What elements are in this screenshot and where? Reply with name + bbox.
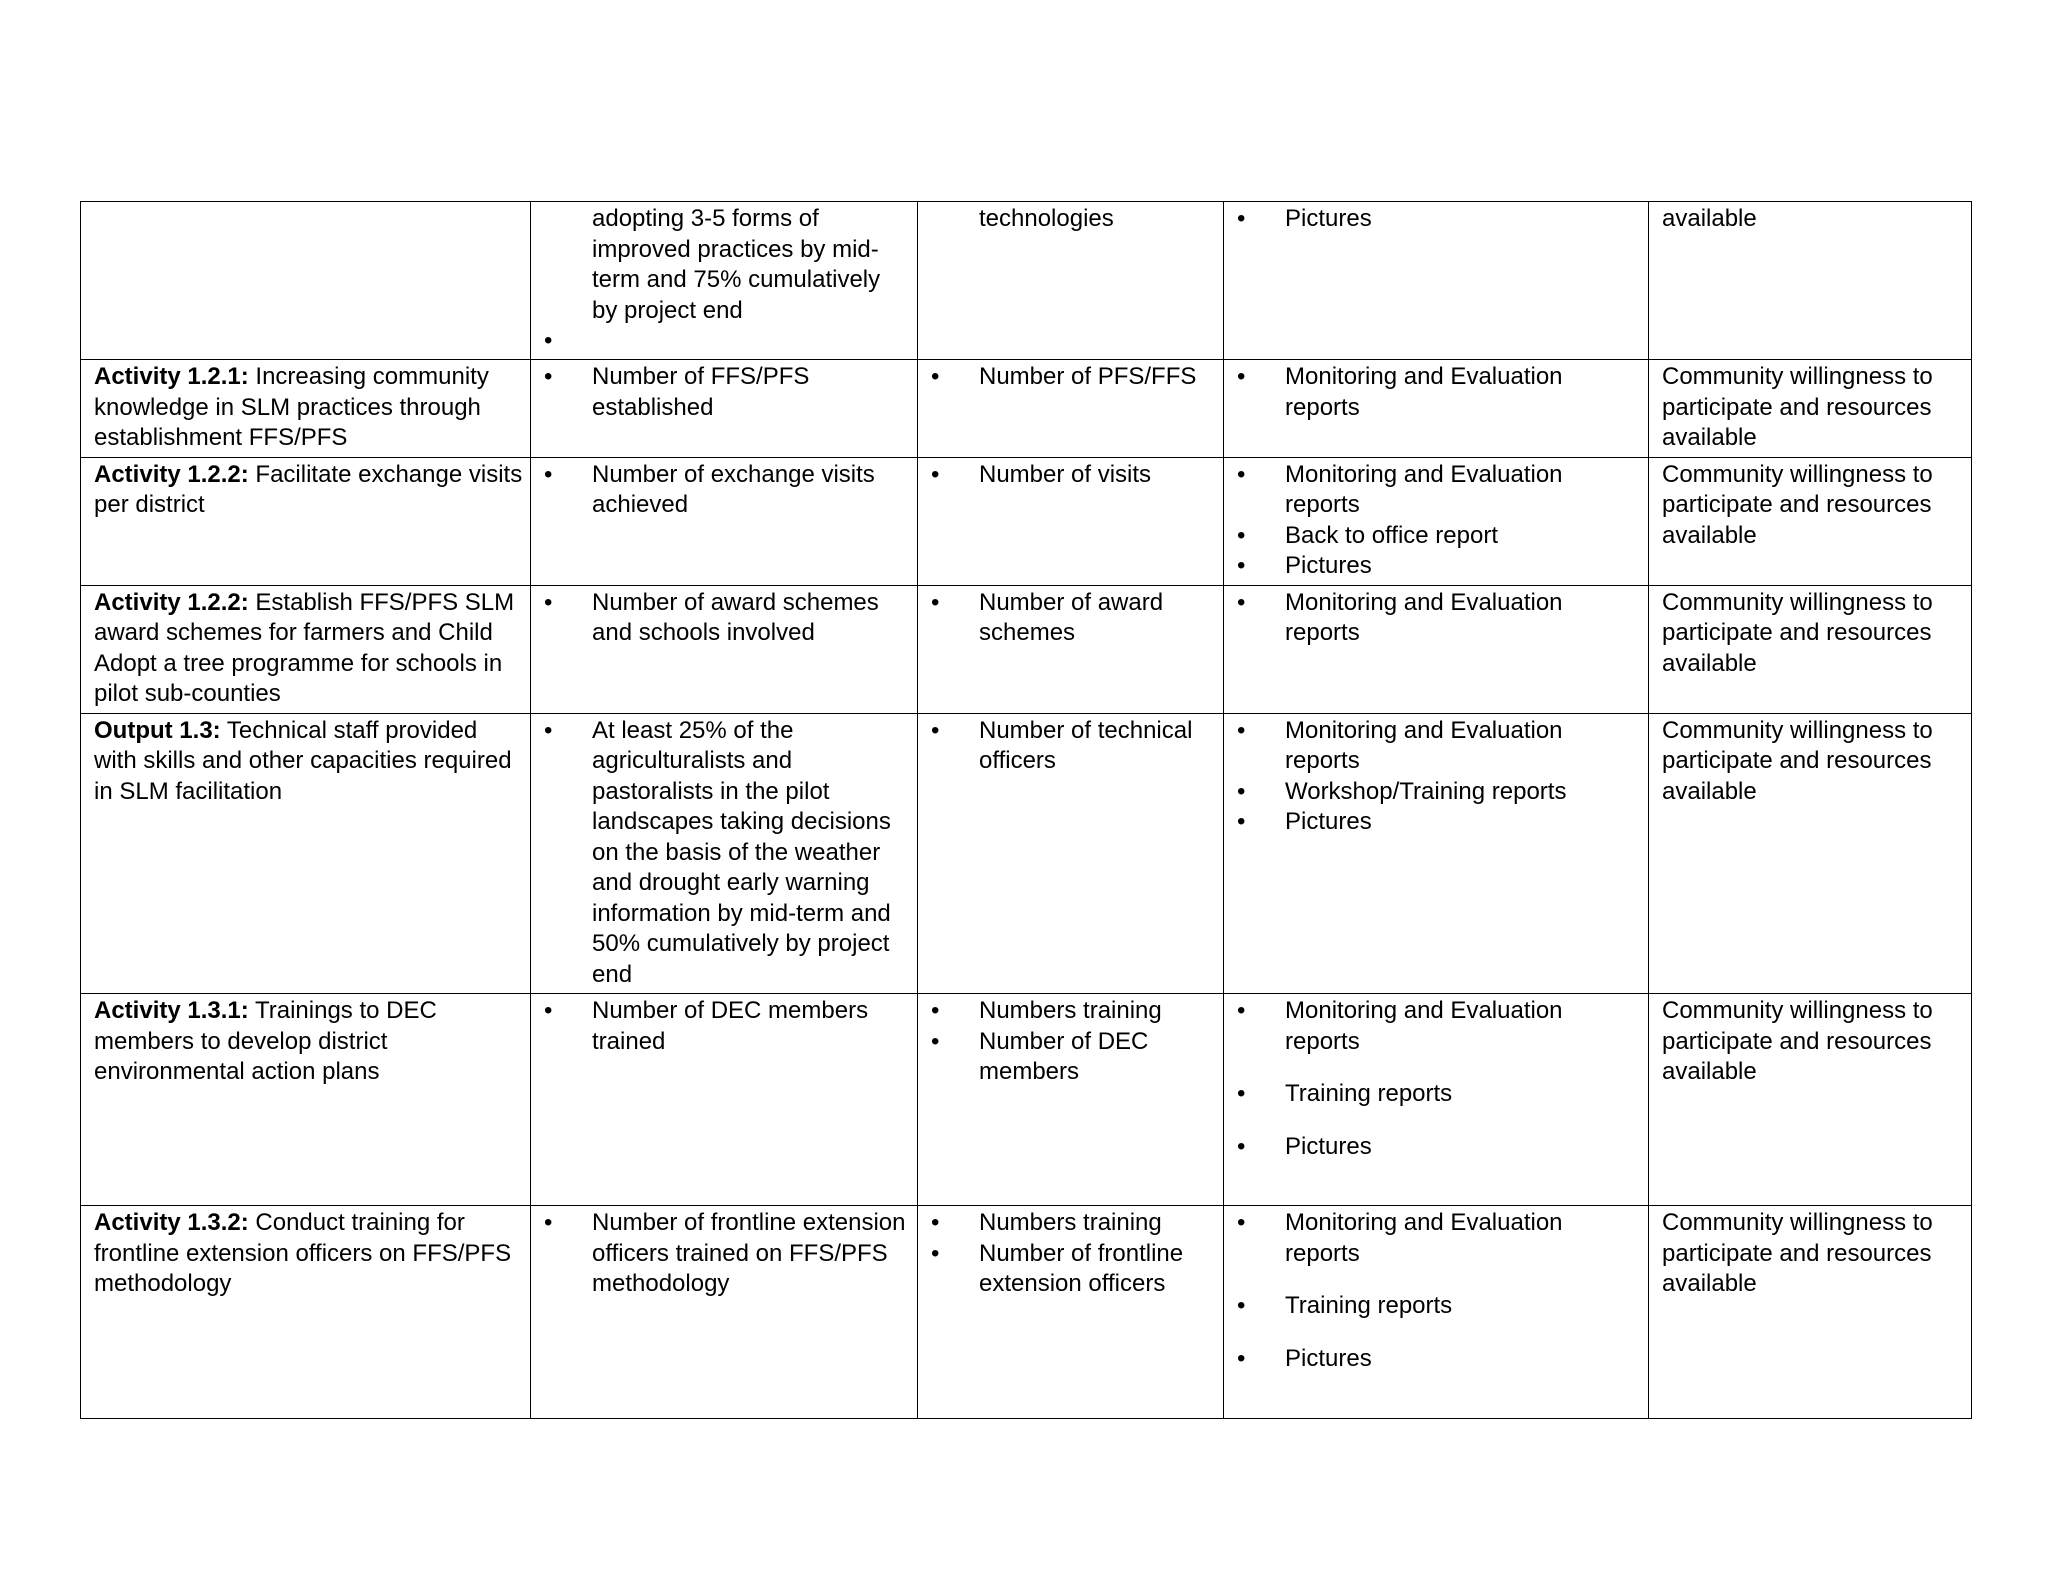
table-row	[81, 994, 1972, 1206]
list-item: • Pictures	[1237, 204, 1643, 235]
table-row	[81, 713, 1972, 994]
description-cell	[81, 457, 531, 585]
verification-cell	[918, 457, 1224, 585]
item-description: Technical staff provided with skills and other capacities required in SLM facilitation	[94, 716, 512, 805]
bullet-list	[1237, 362, 1643, 423]
description-cell	[81, 1206, 531, 1419]
bullet-list	[931, 460, 1218, 491]
indicator-cell	[531, 994, 918, 1206]
verification-cell	[918, 360, 1224, 458]
description-cell	[81, 202, 531, 360]
source-cell	[1224, 202, 1649, 360]
list-item	[544, 326, 912, 356]
bullet-list	[931, 588, 1218, 649]
assumption-cell: Community willingness to participate and resources available	[1649, 713, 1972, 994]
list-item: • Number of award schemes and schools involved	[544, 588, 912, 649]
description-cell	[81, 360, 531, 458]
list-item: • Number of visits	[931, 460, 1218, 491]
logframe-table	[80, 201, 1972, 1419]
bullet-list	[544, 326, 912, 356]
item-id-label: Activity 1.3.1:	[94, 997, 249, 1024]
item-id-label: Activity 1.2.1:	[94, 363, 249, 390]
table-row	[81, 360, 1972, 458]
list-item: • Monitoring and Evaluation reports	[1237, 460, 1643, 521]
list-item: • Pictures	[1237, 1132, 1643, 1163]
list-item: • Pictures	[1237, 1344, 1643, 1375]
verification-cell	[918, 1206, 1224, 1419]
table-row	[81, 202, 1972, 360]
bullet-list	[544, 716, 912, 991]
continued-text: technologies	[979, 205, 1114, 232]
indicator-cell	[531, 457, 918, 585]
bullet-list	[1237, 588, 1643, 649]
source-cell	[1224, 360, 1649, 458]
source-cell	[1224, 585, 1649, 713]
verification-cell	[918, 994, 1224, 1206]
item-id-label: Activity 1.2.2:	[94, 460, 249, 488]
description-cell	[81, 994, 531, 1206]
list-item: • Number of DEC members trained	[544, 996, 912, 1057]
list-item: • Number of award schemes	[931, 588, 1218, 649]
item-description: Establish FFS/PFS SLM award schemes for farmers and Child Adopt a tree programme for schools in pilot sub-counties	[94, 588, 515, 707]
table-row	[81, 457, 1972, 585]
table-row	[81, 585, 1972, 713]
verification-cell	[918, 202, 1224, 360]
list-item: • At least 25% of the agriculturalists and pastoralists in the pilot landscapes taking decisions on the basis of the weather and drought early warning information by mid-term and 50% cumulatively by project end	[544, 716, 912, 991]
bullet-list	[544, 460, 912, 521]
list-item: • Numbers training	[931, 996, 1218, 1027]
description-cell	[81, 585, 531, 713]
bullet-list	[931, 996, 1218, 1088]
continued-text: adopting 3-5 forms of improved practices by mid-term and 75% cumulatively by project end	[592, 205, 881, 324]
bullet-list	[544, 588, 912, 649]
indicator-cell	[531, 713, 918, 994]
bullet-list	[1237, 1208, 1643, 1374]
list-item: • Number of PFS/FFS	[931, 362, 1218, 393]
list-item: • Number of technical officers	[931, 716, 1218, 777]
indicator-cell	[531, 585, 918, 713]
indicator-cell	[531, 1206, 918, 1419]
source-cell	[1224, 1206, 1649, 1419]
indicator-cell	[531, 202, 918, 360]
item-id-label: Activity 1.3.2:	[94, 1209, 249, 1236]
item-id-label: Activity 1.2.2:	[94, 588, 249, 616]
list-item: • Training reports	[1237, 1291, 1643, 1322]
bullet-list	[1237, 716, 1643, 838]
list-item: • Monitoring and Evaluation reports	[1237, 362, 1643, 423]
list-item: • Workshop/Training reports	[1237, 777, 1643, 808]
list-item: • Number of frontline extension officers trained on FFS/PFS methodology	[544, 1208, 912, 1300]
list-item: • Pictures	[1237, 807, 1643, 838]
bullet-list	[1237, 204, 1643, 235]
list-item: • Numbers training	[931, 1208, 1218, 1239]
assumption-cell: available	[1649, 202, 1972, 360]
list-item: • Number of frontline extension officers	[931, 1239, 1218, 1300]
verification-cell	[918, 585, 1224, 713]
assumption-cell: Community willingness to participate and resources available	[1649, 457, 1972, 585]
list-item: • Number of exchange visits achieved	[544, 460, 912, 521]
item-description: Facilitate exchange visits per district	[94, 460, 523, 518]
bullet-list	[544, 362, 912, 423]
bullet-list	[1237, 460, 1643, 582]
assumption-cell: Community willingness to participate and resources available	[1649, 360, 1972, 458]
list-item: • Training reports	[1237, 1079, 1643, 1110]
source-cell	[1224, 457, 1649, 585]
logframe-body	[81, 202, 1972, 1419]
bullet-list	[931, 716, 1218, 777]
source-cell	[1224, 994, 1649, 1206]
source-cell	[1224, 713, 1649, 994]
assumption-cell: Community willingness to participate and resources available	[1649, 1206, 1972, 1419]
bullet-list	[544, 996, 912, 1057]
assumption-cell: Community willingness to participate and resources available	[1649, 994, 1972, 1206]
assumption-cell: Community willingness to participate and resources available	[1649, 585, 1972, 713]
item-description: Conduct training for frontline extension officers on FFS/PFS methodology	[94, 1209, 512, 1297]
bullet-list	[544, 1208, 912, 1300]
verification-cell	[918, 713, 1224, 994]
item-id-label: Output 1.3:	[94, 716, 221, 744]
list-item: • Number of DEC members	[931, 1027, 1218, 1088]
description-cell	[81, 713, 531, 994]
list-item: • Number of FFS/PFS established	[544, 362, 912, 423]
list-item: • Monitoring and Evaluation reports	[1237, 1208, 1643, 1269]
item-description: Trainings to DEC members to develop district environmental action plans	[94, 997, 437, 1085]
list-item: • Monitoring and Evaluation reports	[1237, 716, 1643, 777]
indicator-cell	[531, 360, 918, 458]
item-description: Increasing community knowledge in SLM practices through establishment FFS/PFS	[94, 363, 489, 451]
list-item: • Pictures	[1237, 551, 1643, 582]
table-row	[81, 1206, 1972, 1419]
bullet-list	[931, 1208, 1218, 1300]
list-item: • Back to office report	[1237, 521, 1643, 552]
bullet-list	[931, 362, 1218, 393]
list-item: • Monitoring and Evaluation reports	[1237, 588, 1643, 649]
bullet-list	[1237, 996, 1643, 1162]
list-item: • Monitoring and Evaluation reports	[1237, 996, 1643, 1057]
